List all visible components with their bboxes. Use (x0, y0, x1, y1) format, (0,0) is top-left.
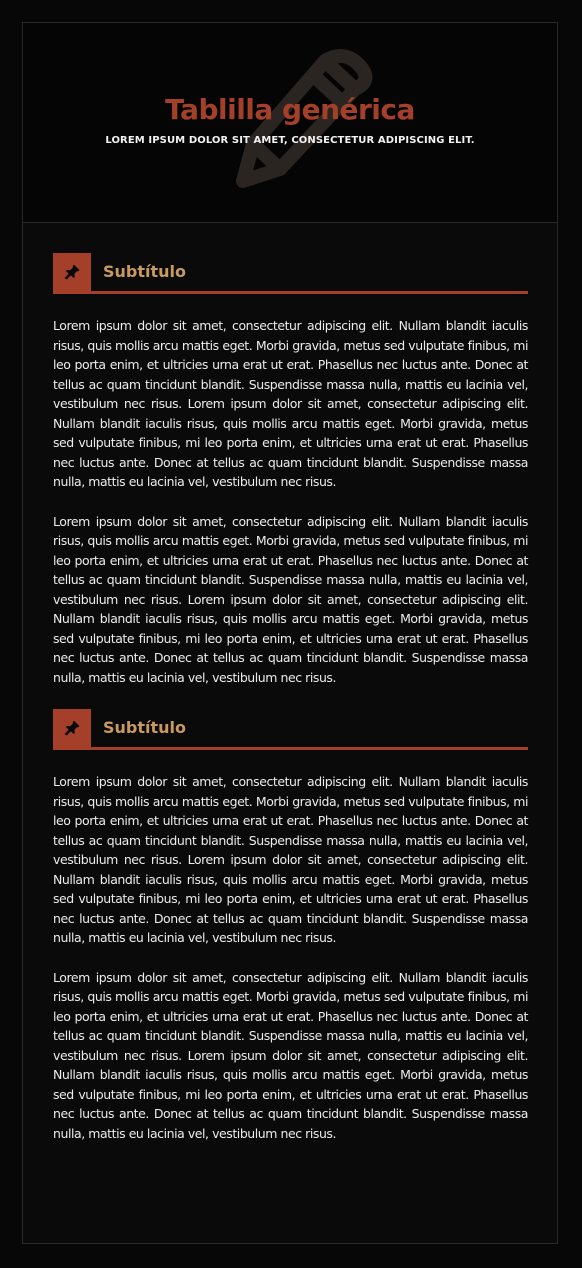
page-subtitle: LOREM IPSUM DOLOR SIT AMET, CONSECTETUR ADIPISCING ELIT. (105, 135, 475, 146)
pin-icon (53, 253, 91, 291)
paragraph: Lorem ipsum dolor sit amet, consectetur adipiscing elit. Nullam blandit iaculis risus, quis mollis arcu mattis eget. Morbi gravida, metus sed vulputate finibus, mi leo porta enim, et ultricies urna erat ut erat. Phasellus nec luctus ante. Donec at tellus ac quam tincidunt blandit. Suspendisse massa nulla, mattis eu lacinia vel, vestibulum nec risus. Lorem ipsum dolor sit amet, consectetur adipiscing elit. Nullam blandit iaculis risus, quis mollis arcu mattis eget. Morbi gravida, metus sed vulputate finibus, mi leo porta enim, et ultricies urna erat ut erat. Phasellus nec luctus ante. Donec at tellus ac quam tincidunt blandit. Suspendisse massa nulla, mattis eu lacinia vel, vestibulum nec risus. (53, 969, 528, 1141)
pin-icon (53, 709, 91, 747)
page-title: Tablilla genérica (165, 93, 415, 126)
section (53, 253, 528, 687)
content (23, 223, 557, 1143)
paragraph: Lorem ipsum dolor sit amet, consectetur adipiscing elit. Nullam blandit iaculis risus, quis mollis arcu mattis eget. Morbi gravida, metus sed vulputate finibus, mi leo porta enim, et ultricies urna erat ut erat. Phasellus nec luctus ante. Donec at tellus ac quam tincidunt blandit. Suspendisse massa nulla, mattis eu lacinia vel, vestibulum nec risus. Lorem ipsum dolor sit amet, consectetur adipiscing elit. Nullam blandit iaculis risus, quis mollis arcu mattis eget. Morbi gravida, metus sed vulputate finibus, mi leo porta enim, et ultricies urna erat ut erat. Phasellus nec luctus ante. Donec at tellus ac quam tincidunt blandit. Suspendisse massa nulla, mattis eu lacinia vel, vestibulum nec risus. (53, 513, 528, 685)
section-header (53, 253, 528, 294)
paragraph: Lorem ipsum dolor sit amet, consectetur adipiscing elit. Nullam blandit iaculis risus, quis mollis arcu mattis eget. Morbi gravida, metus sed vulputate finibus, mi leo porta enim, et ultricies urna erat ut erat. Phasellus nec luctus ante. Donec at tellus ac quam tincidunt blandit. Suspendisse massa nulla, mattis eu lacinia vel, vestibulum nec risus. Lorem ipsum dolor sit amet, consectetur adipiscing elit. Nullam blandit iaculis risus, quis mollis arcu mattis eget. Morbi gravida, metus sed vulputate finibus, mi leo porta enim, et ultricies urna erat ut erat. Phasellus nec luctus ante. Donec at tellus ac quam tincidunt blandit. Suspendisse massa nulla, mattis eu lacinia vel, vestibulum nec risus. (53, 318, 528, 489)
section-title: Subtítulo (103, 718, 187, 737)
section-header (53, 709, 528, 750)
header (23, 23, 557, 223)
card-frame (22, 22, 558, 1244)
paragraph: Lorem ipsum dolor sit amet, consectetur adipiscing elit. Nullam blandit iaculis risus, quis mollis arcu mattis eget. Morbi gravida, metus sed vulputate finibus, mi leo porta enim, et ultricies urna erat ut erat. Phasellus nec luctus ante. Donec at tellus ac quam tincidunt blandit. Suspendisse massa nulla, mattis eu lacinia vel, vestibulum nec risus. Lorem ipsum dolor sit amet, consectetur adipiscing elit. Nullam blandit iaculis risus, quis mollis arcu mattis eget. Morbi gravida, metus sed vulputate finibus, mi leo porta enim, et ultricies urna erat ut erat. Phasellus nec luctus ante. Donec at tellus ac quam tincidunt blandit. Suspendisse massa nulla, mattis eu lacinia vel, vestibulum nec risus. (53, 774, 528, 945)
section (53, 709, 528, 1143)
section-title: Subtítulo (103, 262, 187, 281)
